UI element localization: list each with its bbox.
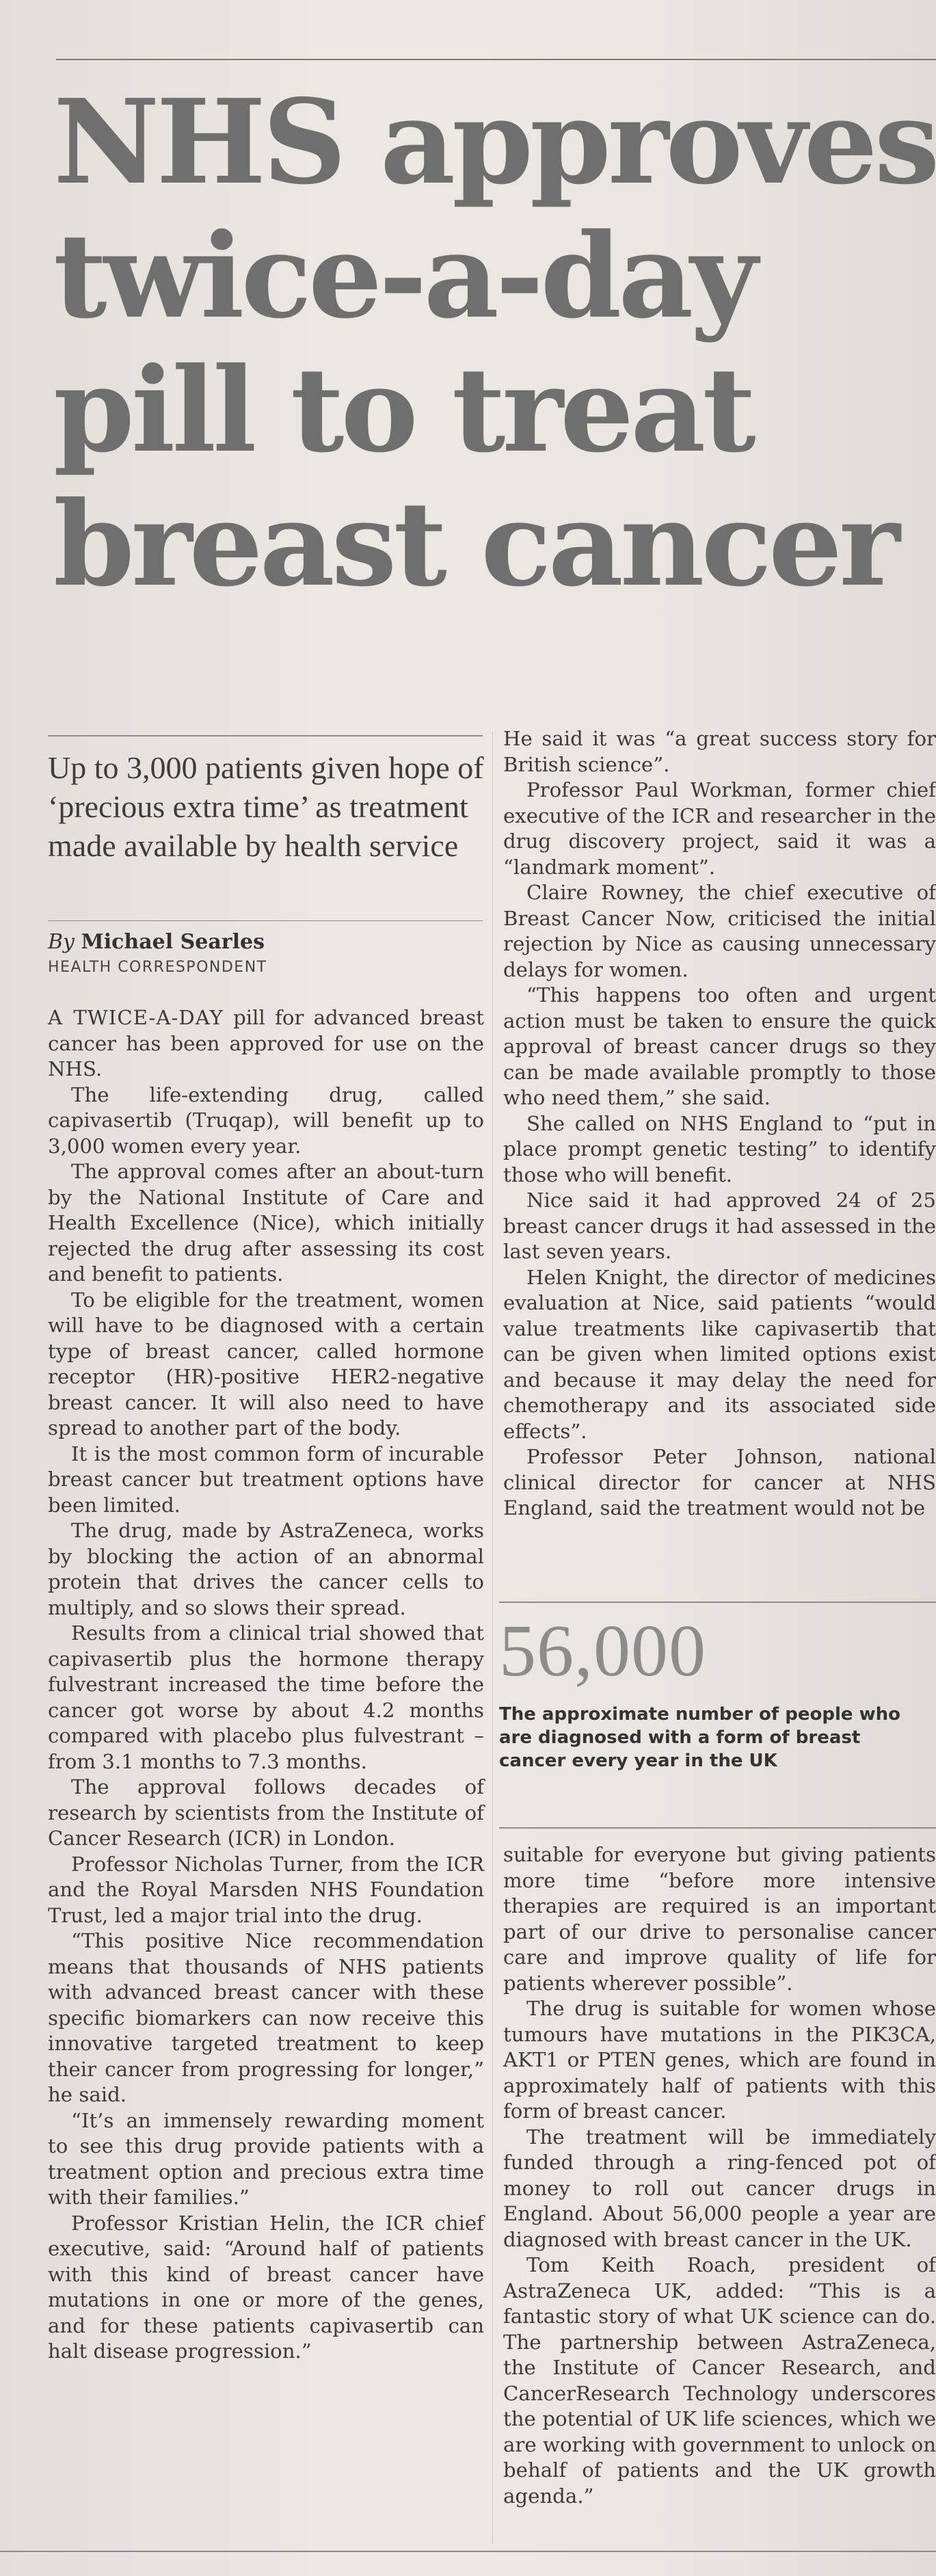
article-column-2-top xyxy=(503,726,936,1522)
paragraph: Professor Nicholas Turner, from the ICR and the Royal Marsden NHS Foundation Trust, led a major trial into the drug. xyxy=(48,1852,484,1927)
paragraph: suitable for everyone but giving patients more time “before more intensive therapies are required is an important part of our drive to personalise cancer care and improve quality of life for patients wherever possible”. xyxy=(503,1843,936,1995)
paragraph: The drug, made by AstraZeneca, works by blocking the action of an abnormal protein that drives the cancer cells to multiply, and so slows their spread. xyxy=(48,1519,484,1619)
paragraph: Professor Kristian Helin, the ICR chief executive, said: “Around half of patients with this kind of breast cancer have mutations in one or more of the genes, and for these patients capivasertib can halt disease progression.” xyxy=(48,2211,484,2363)
paragraph: “This happens too often and urgent action must be taken to ensure the quick approval of breast cancer drugs so they can be made available promptly to those who need them,” she said. xyxy=(503,983,936,1109)
paragraph: Professor Paul Workman, former chief executive of the ICR and researcher in the drug discovery project, said it was a “landmark moment”. xyxy=(503,778,936,879)
article-column-1 xyxy=(48,1005,484,2365)
paragraph: The drug is suitable for women whose tumours have mutations in the PIK3CA, AKT1 or PTEN genes, which are found in approximately half of patients with this form of breast cancer. xyxy=(503,1997,936,2123)
byline-rule xyxy=(48,920,483,921)
paragraph: He said it was “a great success story for British science”. xyxy=(503,727,936,776)
paragraph: Helen Knight, the director of medicines evaluation at Nice, said patients “would value treatments like capivasertib that can be given when limited options exist and because it may delay the need for chemotherapy and its associated side effects”. xyxy=(503,1265,936,1443)
pullquote-number: 56,000 xyxy=(499,1610,706,1692)
paragraph: Nice said it had approved 24 of 25 breast cancer drugs it had assessed in the last seven years. xyxy=(503,1189,936,1263)
pullquote-caption: The approximate number of people who are diagnosed with a form of breast cancer every year in the UK xyxy=(499,1704,900,1771)
column-divider xyxy=(492,732,493,2544)
paragraph: She called on NHS England to “put in place prompt genetic testing” to identify those who will benefit. xyxy=(503,1111,936,1186)
byline xyxy=(48,930,485,955)
paragraph: It is the most common form of incurable breast cancer but treatment options have been limited. xyxy=(48,1442,484,1517)
paragraph: The approval follows decades of research by scientists from the Institute of Cancer Research (ICR) in London. xyxy=(48,1775,484,1850)
lead-caps: A TWICE-A-DAY xyxy=(48,1006,224,1029)
byline-by: By xyxy=(48,930,75,954)
standfirst: Up to 3,000 patients given hope of ‘precious extra time’ as treatment made available by health service xyxy=(48,750,484,863)
headline: NHS approves twice-a-day pill to treat breast cancer xyxy=(53,74,936,613)
byline-role: HEALTH CORRESPONDENT xyxy=(48,959,267,976)
paragraph: Claire Rowney, the chief executive of Breast Cancer Now, criticised the initial rejection by Nice as causing unnecessary delays for women. xyxy=(503,881,936,981)
bottom-rule xyxy=(0,2551,936,2552)
byline-author: Michael Searles xyxy=(81,930,265,954)
top-rule xyxy=(56,59,936,60)
paragraph: “It’s an immensely rewarding moment to see this drug provide patients with a treatment option and precious extra time with their families.” xyxy=(48,2108,484,2209)
lead-rest: pill for advanced breast cancer has been approved for use on the NHS. xyxy=(48,1006,484,1080)
pullquote-rule-bottom xyxy=(499,1827,936,1829)
paragraph: Results from a clinical trial showed that capivasertib plus the hormone therapy fulvestrant increased the time before the cancer got worse by about 4.2 months compared with placebo plus fulvestrant – from 3.1 months to 7.3 months. xyxy=(48,1621,484,1773)
paragraph: To be eligible for the treatment, women will have to be diagnosed with a certain type of breast cancer, called hormone receptor (HR)-positive HER2-negative breast cancer. It will also need to have spread to another part of the body. xyxy=(48,1288,484,1439)
paragraph: Professor Peter Johnson, national clinical director for cancer at NHS England, said the treatment would not be xyxy=(503,1445,936,1519)
paragraph: Tom Keith Roach, president of AstraZeneca UK, added: “This is a fantastic story of what UK science can do. The partnership between AstraZeneca, the Institute of Cancer Research, and CancerResearch Technology underscores the potential of UK life sciences, which we are working with government to unlock on behalf of patients and the UK growth agenda.” xyxy=(503,2253,936,2508)
paragraph: The approval comes after an about-turn by the National Institute of Care and Health Excellence (Nice), which initially rejected the drug after assessing its cost and benefit to patients. xyxy=(48,1160,484,1286)
article-column-2-bottom xyxy=(503,1842,936,2509)
pullquote-rule-top xyxy=(499,1602,936,1603)
lead-paragraph xyxy=(48,1005,484,1083)
paragraph: The treatment will be immediately funded through a ring-fenced pot of money to roll out cancer drugs in England. About 56,000 people a year are diagnosed with breast cancer in the UK. xyxy=(503,2125,936,2251)
paragraph: The life-extending drug, called capivasertib (Truqap), will benefit up to 3,000 women every year. xyxy=(48,1083,484,1158)
standfirst-rule xyxy=(48,735,483,736)
paragraph: “This positive Nice recommendation means that thousands of NHS patients with advanced breast cancer with these specific biomarkers can now receive this innovative targeted treatment to keep their cancer from progressing for longer,” he said. xyxy=(48,1929,484,2106)
